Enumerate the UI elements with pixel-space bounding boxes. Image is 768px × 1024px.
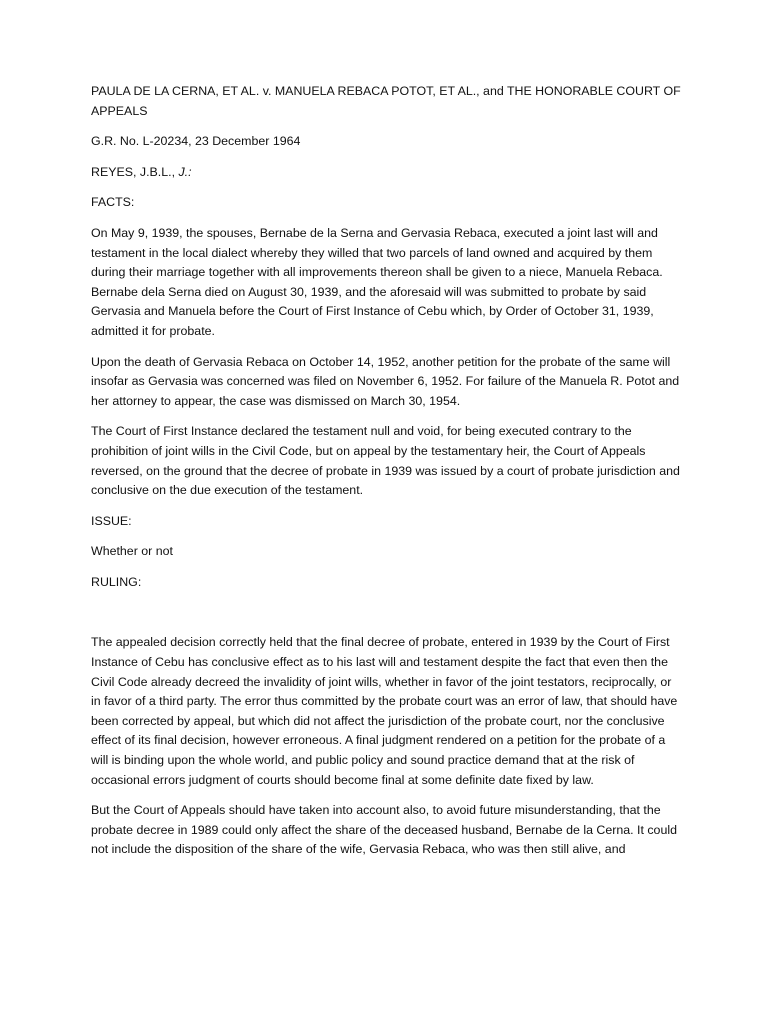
case-citation: G.R. No. L-20234, 23 December 1964 [91,134,301,149]
ruling-paragraph-2: But the Court of Appeals should have taken into account also, to avoid future misunderstanding, that the probate decree in 1989 could only affect the share of the deceased husband, Bernabe de la Cerna. It could not include the disposition of the share of the wife, Gervasia Rebaca, who was then still alive, and [91,803,677,857]
facts-heading: FACTS: [91,195,135,210]
issue-text: Whether or not [91,544,173,559]
ruling-heading: RULING: [91,574,142,589]
facts-paragraph-3: The Court of First Instance declared the testament null and void, for being executed contrary to the prohibition of joint wills in the Civil Code, but on appeal by the testamentary heir, the Court of Appeals reversed, on the ground that the decree of probate in 1939 was issued by a court of probate jurisdiction and conclusive on the due execution of the testament. [91,424,680,498]
document-page [91,82,681,860]
ponente-name: REYES, J.B.L., [91,164,179,179]
issue-heading: ISSUE: [91,513,132,528]
ruling-paragraph-1: The appealed decision correctly held that the final decree of probate, entered in 1939 by the Court of First Instance of Cebu has conclusive effect as to his last will and testament despite the fact that even then the Civil Code already decreed the invalidity of joint wills, whether in favor of the joint testators, reciprocally, or in favor of a third party. The error thus committed by the probate court was an error of law, that should have been corrected by appeal, but which did not affect the jurisdiction of the probate court, nor the conclusive effect of its final decision, however erroneous. A final judgment rendered on a petition for the probate of a will is binding upon the whole world, and public policy and sound practice demand that at the risk of occasional errors judgment of courts should become final at some definite date fixed by law. [91,635,678,787]
case-title: PAULA DE LA CERNA, ET AL. v. MANUELA REBACA POTOT, ET AL., and THE HONORABLE COURT OF APPEALS [91,84,681,118]
ponente-suffix: J.: [178,164,192,179]
ponente [91,163,681,183]
blank-line [91,603,681,633]
facts-paragraph-1: On May 9, 1939, the spouses, Bernabe de la Serna and Gervasia Rebaca, executed a joint last will and testament in the local dialect whereby they willed that two parcels of land owned and acquired by them during their marriage together with all improvements thereon shall be given to a niece, Manuela Rebaca. Bernabe dela Serna died on August 30, 1939, and the aforesaid will was submitted to probate by said Gervasia and Manuela before the Court of First Instance of Cebu which, by Order of October 31, 1939, admitted it for probate. [91,225,663,338]
facts-paragraph-2: Upon the death of Gervasia Rebaca on October 14, 1952, another petition for the probate of the same will insofar as Gervasia was concerned was filed on November 6, 1952. For failure of the Manuela R. Potot and her attorney to appear, the case was dismissed on March 30, 1954. [91,354,680,408]
